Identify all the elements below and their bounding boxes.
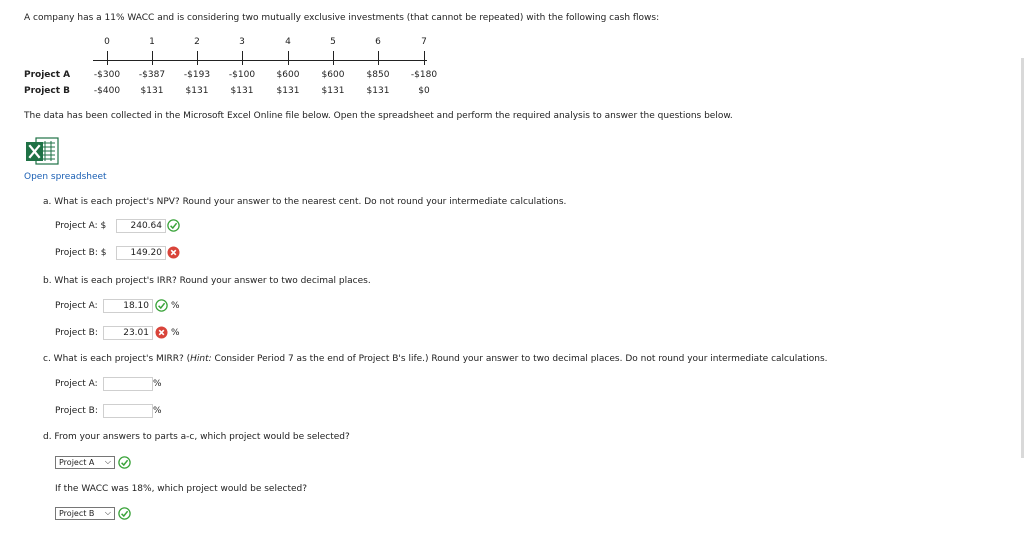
- cash-flow-cell: $131: [366, 86, 390, 96]
- question-b-text: b. What is each project's IRR? Round your answer to two decimal places.: [43, 276, 371, 286]
- cash-flow-cell: $131: [185, 86, 209, 96]
- cash-flow-cell: $131: [230, 86, 254, 96]
- npv-project-b-label: Project B: $: [55, 248, 107, 258]
- check-icon: [118, 507, 131, 520]
- question-c-text: [43, 354, 828, 364]
- npv-project-a-label: Project A: $: [55, 221, 107, 231]
- npv-project-a-input[interactable]: [116, 219, 166, 233]
- cash-flow-cell: -$193: [183, 70, 211, 80]
- project-select-2[interactable]: [55, 507, 115, 520]
- npv-project-b-input[interactable]: [116, 246, 166, 260]
- irr-project-a-input[interactable]: [103, 299, 153, 313]
- mirr-project-b-label: Project B:: [55, 406, 98, 416]
- timeline-tick: [197, 51, 198, 65]
- chevron-down-icon: ⌵: [104, 457, 111, 466]
- check-icon: [155, 299, 168, 312]
- question-c-prefix: c. What is each project's MIRR? (: [43, 354, 191, 364]
- percent-unit: %: [171, 328, 180, 338]
- cash-flow-cell: $131: [140, 86, 164, 96]
- percent-unit: %: [153, 406, 162, 416]
- project-select-1-value: Project A: [59, 458, 95, 467]
- timeline-tick: [107, 51, 108, 65]
- cash-flow-cell: $600: [276, 70, 300, 80]
- project-a-label: Project A: [24, 70, 71, 80]
- percent-unit: %: [153, 379, 162, 389]
- hint-label: Hint:: [190, 354, 212, 364]
- project-select-2-value: Project B: [59, 509, 95, 518]
- open-spreadsheet-link[interactable]: Open spreadsheet: [24, 172, 107, 182]
- cash-flow-cell: -$400: [93, 86, 121, 96]
- cash-flow-cell: -$300: [93, 70, 121, 80]
- period-label: 2: [194, 37, 200, 47]
- check-icon: [167, 219, 180, 232]
- timeline-tick: [333, 51, 334, 65]
- cash-flow-cell: $850: [366, 70, 390, 80]
- timeline-tick: [242, 51, 243, 65]
- irr-project-b-label: Project B:: [55, 328, 98, 338]
- question-c-hint: Consider Period 7 as the end of Project B's life.) Round your answer to two decimal places. Do not round your intermediate calculations.: [211, 354, 828, 364]
- cash-flow-cell: $131: [276, 86, 300, 96]
- data-note: The data has been collected in the Microsoft Excel Online file below. Open the spreadsheet and perform the required analysis to answer the questions below.: [24, 111, 733, 121]
- cash-flow-cell: $131: [321, 86, 345, 96]
- timeline-axis: [93, 60, 427, 61]
- question-a-text: a. What is each project's NPV? Round your answer to the nearest cent. Do not round your intermediate calculations.: [43, 197, 567, 207]
- irr-project-a-label: Project A:: [55, 301, 98, 311]
- period-label: 1: [149, 37, 155, 47]
- cross-icon: [167, 246, 180, 259]
- cash-flow-cell: -$100: [228, 70, 256, 80]
- period-label: 7: [421, 37, 427, 47]
- question-d-text: d. From your answers to parts a-c, which project would be selected?: [43, 432, 350, 442]
- timeline-tick: [288, 51, 289, 65]
- check-icon: [118, 456, 131, 469]
- chevron-down-icon: ⌵: [104, 508, 111, 517]
- project-b-label: Project B: [24, 86, 71, 96]
- mirr-project-b-input[interactable]: [103, 404, 153, 418]
- problem-statement: A company has a 11% WACC and is considering two mutually exclusive investments (that cannot be repeated) with the following cash flows:: [24, 13, 660, 23]
- cash-flow-cell: $0: [418, 86, 430, 96]
- irr-project-b-input[interactable]: [103, 326, 153, 340]
- timeline-tick: [152, 51, 153, 65]
- cross-icon: [155, 326, 168, 339]
- period-label: 6: [375, 37, 381, 47]
- mirr-project-a-label: Project A:: [55, 379, 98, 389]
- cash-flow-cell: -$180: [410, 70, 438, 80]
- excel-file-icon[interactable]: [24, 136, 60, 166]
- period-label: 5: [330, 37, 336, 47]
- cash-flow-cell: -$387: [138, 70, 166, 80]
- period-label: 0: [104, 37, 110, 47]
- cash-flow-cell: $600: [321, 70, 345, 80]
- percent-unit: %: [171, 301, 180, 311]
- mirr-project-a-input[interactable]: [103, 377, 153, 391]
- period-label: 3: [239, 37, 245, 47]
- period-label: 4: [285, 37, 291, 47]
- followup-question: If the WACC was 18%, which project would be selected?: [55, 484, 307, 494]
- project-select-1[interactable]: [55, 456, 115, 469]
- timeline-tick: [424, 51, 425, 65]
- timeline-tick: [378, 51, 379, 65]
